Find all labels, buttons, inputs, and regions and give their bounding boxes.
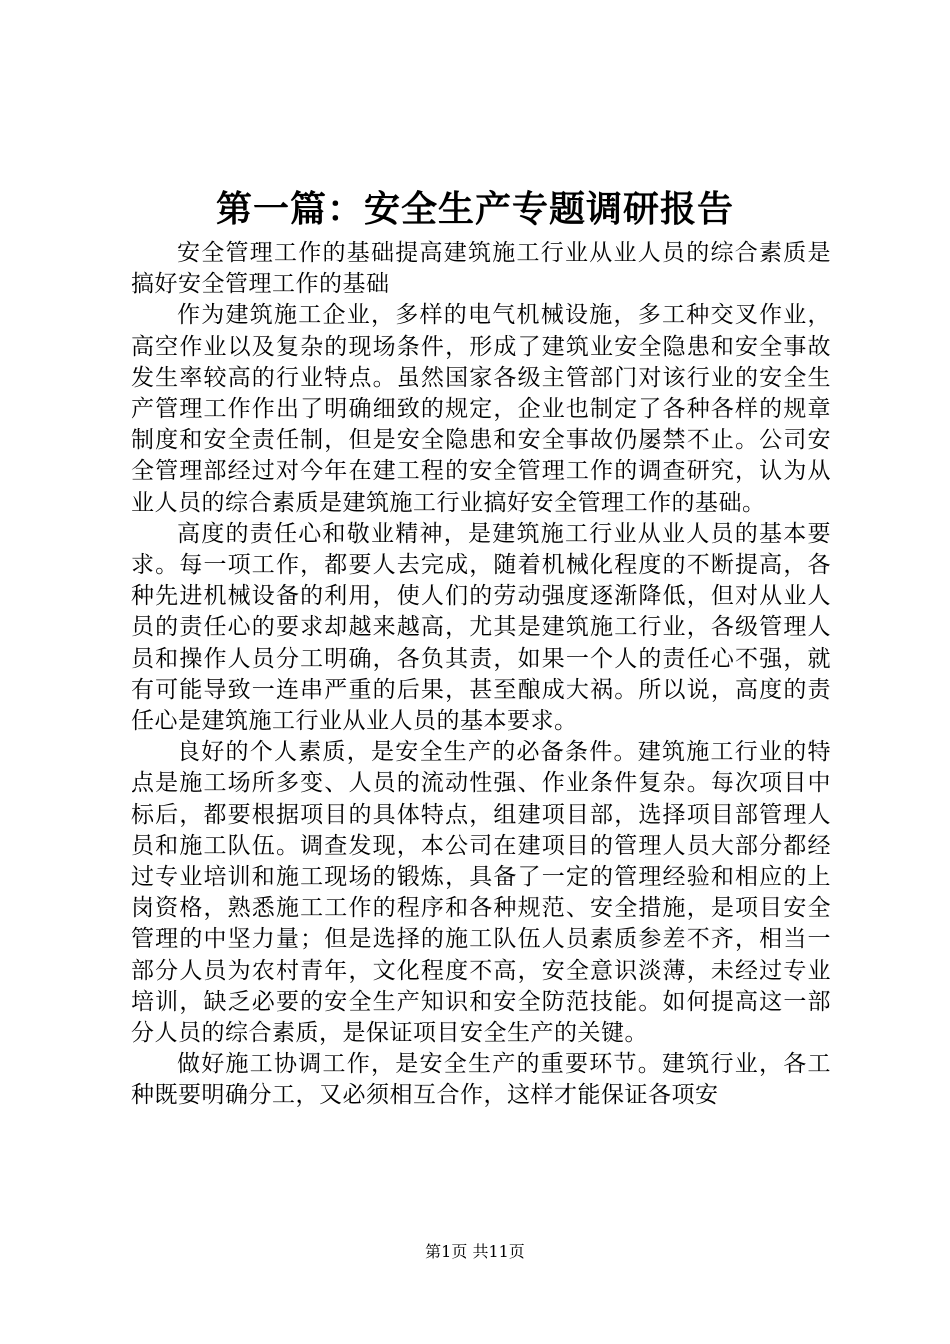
paragraph: 做好施工协调工作，是安全生产的重要环节。建筑行业，各工种既要明确分工，又必须相互合作，这样才能保证各项安 [131, 1051, 831, 1109]
paragraph: 良好的个人素质，是安全生产的必备条件。建筑施工行业的特点是施工场所多变、人员的流动性强、作业条件复杂。每次项目中标后，都要根据项目的具体特点，组建项目部，选择项目部管理人员和施工队伍。调查发现，本公司在建项目的管理人员大部分都经过专业培训和施工现场的锻炼，具备了一定的管理经验和相应的上岗资格，熟悉施工工作的程序和各种规范、安全措施，是项目安全管理的中坚力量；但是选择的施工队伍人员素质参差不齐，相当一部分人员为农村青年，文化程度不高，安全意识淡薄，未经过专业培训，缺乏必要的安全生产知识和安全防范技能。如何提高这一部分人员的综合素质，是保证项目安全生产的关键。 [131, 739, 831, 1047]
document-title: 第一篇：安全生产专题调研报告 [215, 189, 734, 230]
document-body [131, 238, 831, 1112]
paragraph: 作为建筑施工企业，多样的电气机械设施，多工种交叉作业，高空作业以及复杂的现场条件，形成了建筑业安全隐患和安全事故发生率较高的行业特点。虽然国家各级主管部门对该行业的安全生产管理工作作出了明确细致的规定，企业也制定了各种各样的规章制度和安全责任制，但是安全隐患和安全事故仍屡禁不止。公司安全管理部经过对今年在建工程的安全管理工作的调查研究，认为从业人员的综合素质是建筑施工行业搞好安全管理工作的基础。 [131, 302, 831, 516]
paragraph: 安全管理工作的基础提高建筑施工行业从业人员的综合素质是搞好安全管理工作的基础 [131, 240, 831, 298]
paragraph: 高度的责任心和敬业精神，是建筑施工行业从业人员的基本要求。每一项工作，都要人去完成，随着机械化程度的不断提高，各种先进机械设备的利用，使人们的劳动强度逐渐降低，但对从业人员的责任心的要求却越来越高，尤其是建筑施工行业，各级管理人员和操作人员分工明确，各负其责，如果一个人的责任心不强，就有可能导致一连串严重的后果，甚至酿成大祸。所以说，高度的责任心是建筑施工行业从业人员的基本要求。 [131, 520, 831, 735]
page-footer: 第1页 共11页 [425, 1242, 525, 1261]
